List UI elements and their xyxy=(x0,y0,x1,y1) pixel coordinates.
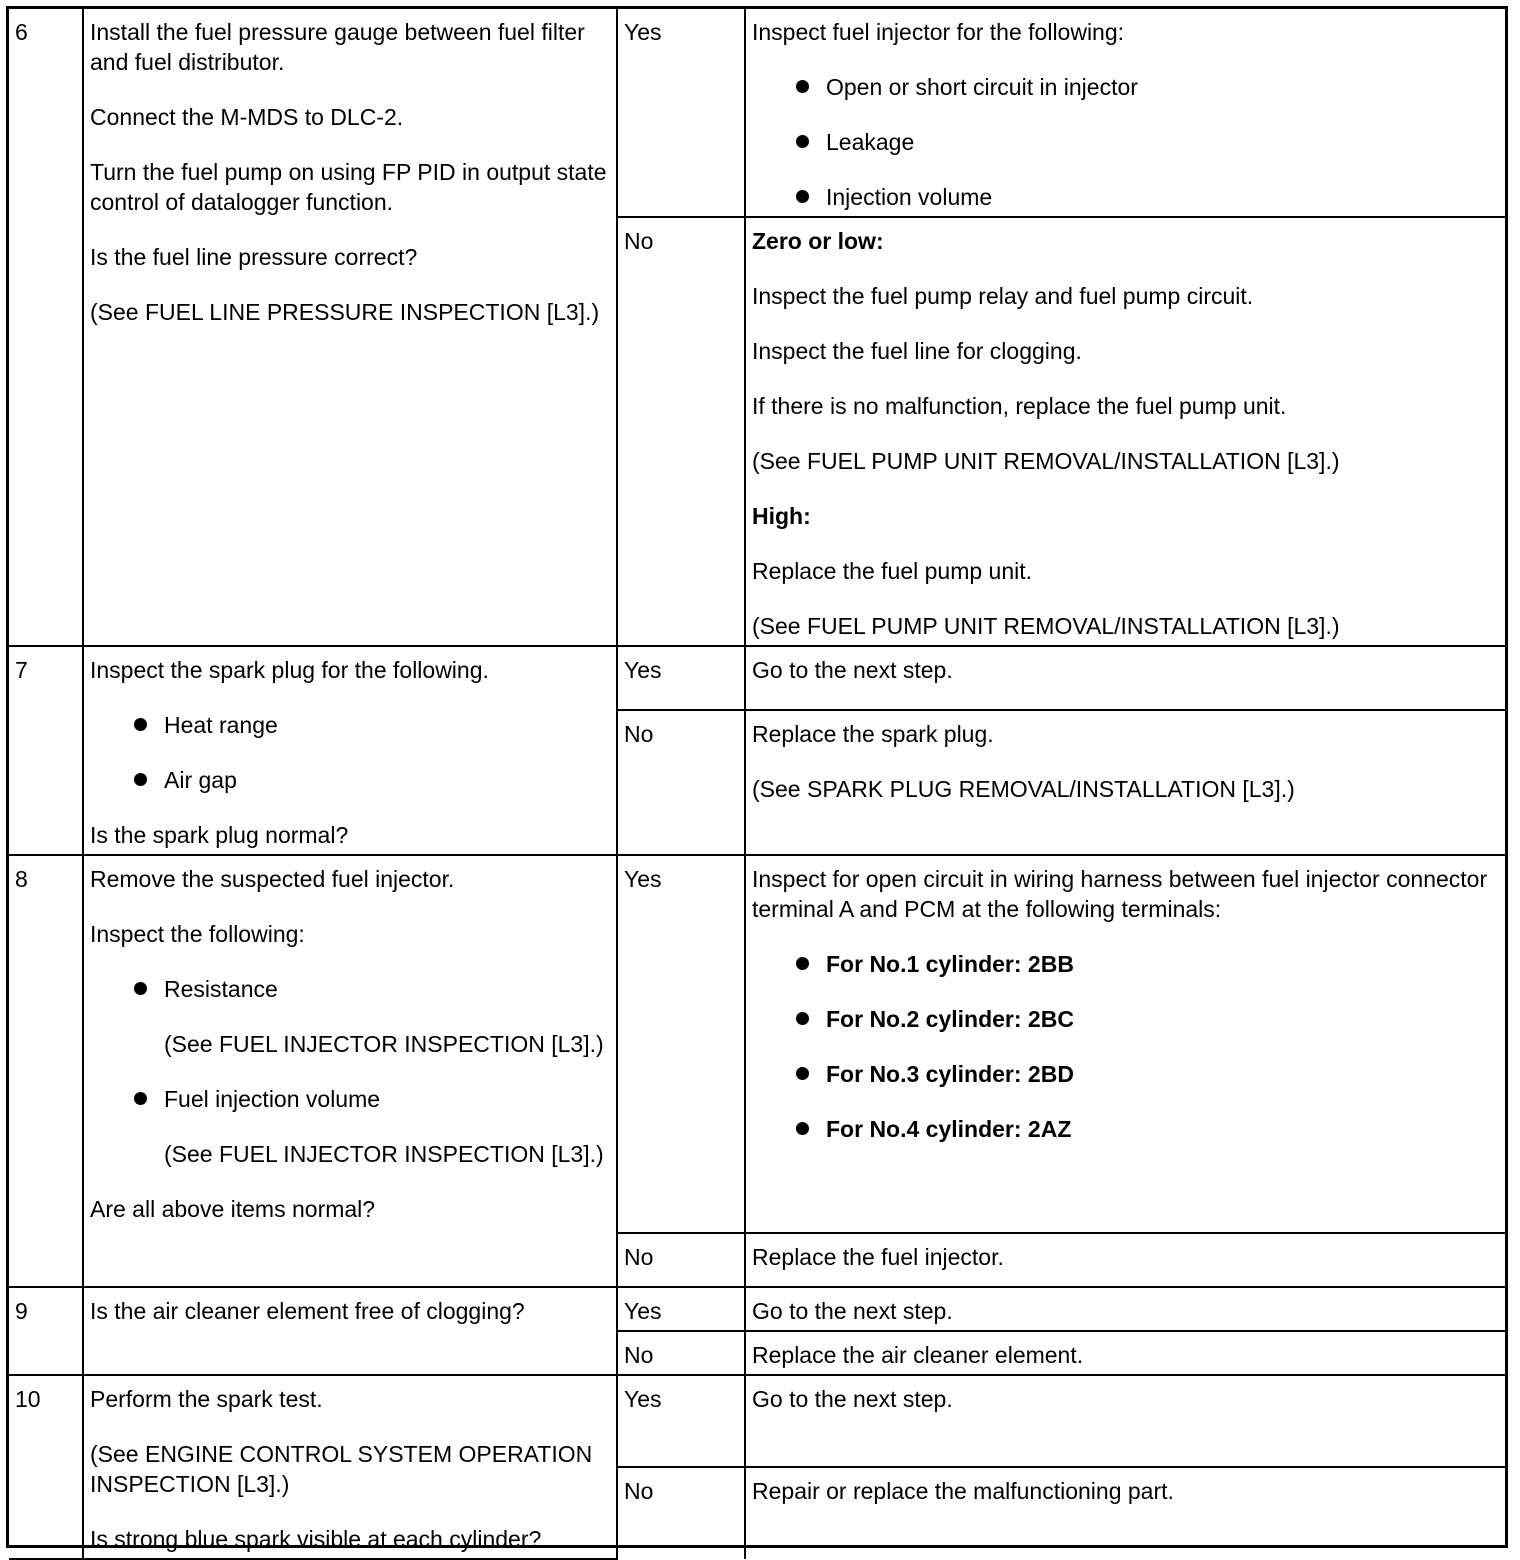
result-no-action: Replace the fuel injector. xyxy=(745,1233,1505,1287)
reference-text: (See FUEL INJECTOR INSPECTION [L3].) xyxy=(164,1031,604,1057)
action-text: Replace the spark plug. xyxy=(752,720,994,747)
step-number: 9 xyxy=(9,1287,83,1375)
list-item: Injection volume xyxy=(796,182,1499,212)
result-yes-action: Go to the next step. xyxy=(745,646,1505,710)
step-number: 8 xyxy=(9,855,83,1287)
list-item: Air gap xyxy=(134,765,610,795)
step-7-yes-row xyxy=(9,646,1505,710)
reference-text: (See SPARK PLUG REMOVAL/INSTALLATION [L3].) xyxy=(752,775,1295,802)
result-yes-label: Yes xyxy=(617,9,745,217)
action-text: Remove the suspected fuel injector. xyxy=(90,866,455,892)
list-item: Leakage xyxy=(796,127,1499,157)
action-text: Connect the M-MDS to DLC-2. xyxy=(90,104,404,130)
condition-heading: High: xyxy=(752,503,811,529)
action-text: Inspect the following: xyxy=(90,921,305,947)
action-text: Turn the fuel pump on using FP PID in output state control of datalogger function. xyxy=(90,159,607,215)
reference-text: (See FUEL INJECTOR INSPECTION [L3].) xyxy=(164,1141,604,1167)
action-text: Perform the spark test. xyxy=(90,1386,323,1412)
result-yes-action: Go to the next step. xyxy=(745,1287,1505,1331)
list-item: Open or short circuit in injector xyxy=(796,72,1499,102)
result-yes-action xyxy=(745,9,1505,217)
reference-text: (See FUEL PUMP UNIT REMOVAL/INSTALLATION [L3].) xyxy=(752,613,1340,639)
result-no-label: No xyxy=(617,217,745,646)
bullet-list xyxy=(752,72,1499,212)
result-no-label: No xyxy=(617,1467,745,1559)
condition-heading: Zero or low: xyxy=(752,228,884,254)
list-item-label: Fuel injection volume xyxy=(164,1086,381,1112)
action-text: Inspect fuel injector for the following: xyxy=(752,19,1125,45)
action-question: Is the fuel line pressure correct? xyxy=(90,244,418,270)
result-no-label: No xyxy=(617,710,745,855)
reference-text: (See ENGINE CONTROL SYSTEM OPERATION INSPECTION [L3].) xyxy=(90,1441,593,1497)
result-no-action xyxy=(745,217,1505,646)
result-yes-label: Yes xyxy=(617,1287,745,1331)
action-text: Inspect for open circuit in wiring harness between fuel injector connector terminal A and PCM at the following terminals: xyxy=(752,866,1488,922)
list-item xyxy=(134,1084,610,1169)
step-number: 7 xyxy=(9,646,83,855)
action-text: Replace the fuel pump unit. xyxy=(752,558,1033,584)
action-text: Install the fuel pressure gauge between fuel filter and fuel distributor. xyxy=(90,19,585,75)
result-no-action: Replace the air cleaner element. xyxy=(745,1331,1505,1375)
reference-text: (See FUEL PUMP UNIT REMOVAL/INSTALLATION [L3].) xyxy=(752,448,1340,474)
step-8-yes-row xyxy=(9,855,1505,1233)
result-no-action: Repair or replace the malfunctioning part. xyxy=(745,1467,1505,1559)
step-action xyxy=(83,9,617,646)
step-10-yes-row xyxy=(9,1375,1505,1467)
step-action: Is the air cleaner element free of clogging? xyxy=(83,1287,617,1375)
result-yes-label: Yes xyxy=(617,855,745,1233)
list-item: For No.1 cylinder: 2BB xyxy=(796,949,1499,979)
list-item-label: Resistance xyxy=(164,976,278,1002)
action-text: Inspect the fuel pump relay and fuel pump circuit. xyxy=(752,283,1254,309)
action-text: Inspect the fuel line for clogging. xyxy=(752,338,1082,364)
list-item: For No.2 cylinder: 2BC xyxy=(796,1004,1499,1034)
bullet-list xyxy=(90,974,610,1169)
action-question: Is the spark plug normal? xyxy=(90,822,349,848)
step-action xyxy=(83,855,617,1287)
bullet-list xyxy=(90,710,610,795)
list-item: For No.3 cylinder: 2BD xyxy=(796,1059,1499,1089)
action-text: If there is no malfunction, replace the fuel pump unit. xyxy=(752,393,1287,419)
step-6-yes-row xyxy=(9,9,1505,217)
action-text: Inspect the spark plug for the following. xyxy=(90,657,489,683)
bullet-list xyxy=(752,949,1499,1144)
action-question: Are all above items normal? xyxy=(90,1196,376,1222)
result-yes-label: Yes xyxy=(617,646,745,710)
step-action xyxy=(83,646,617,855)
result-no-action xyxy=(745,710,1505,855)
list-item xyxy=(134,974,610,1059)
result-no-label: No xyxy=(617,1331,745,1375)
action-question: Is strong blue spark visible at each cylinder? xyxy=(90,1526,542,1552)
result-yes-action: Go to the next step. xyxy=(745,1375,1505,1467)
step-action xyxy=(83,1375,617,1559)
diagnostic-procedure-table xyxy=(6,6,1508,1552)
list-item: Heat range xyxy=(134,710,610,740)
reference-text: (See FUEL LINE PRESSURE INSPECTION [L3].) xyxy=(90,299,600,325)
step-number: 10 xyxy=(9,1375,83,1559)
result-yes-label: Yes xyxy=(617,1375,745,1467)
result-no-label: No xyxy=(617,1233,745,1287)
list-item: For No.4 cylinder: 2AZ xyxy=(796,1114,1499,1144)
step-9-yes-row xyxy=(9,1287,1505,1331)
result-yes-action xyxy=(745,855,1505,1233)
step-number: 6 xyxy=(9,9,83,646)
